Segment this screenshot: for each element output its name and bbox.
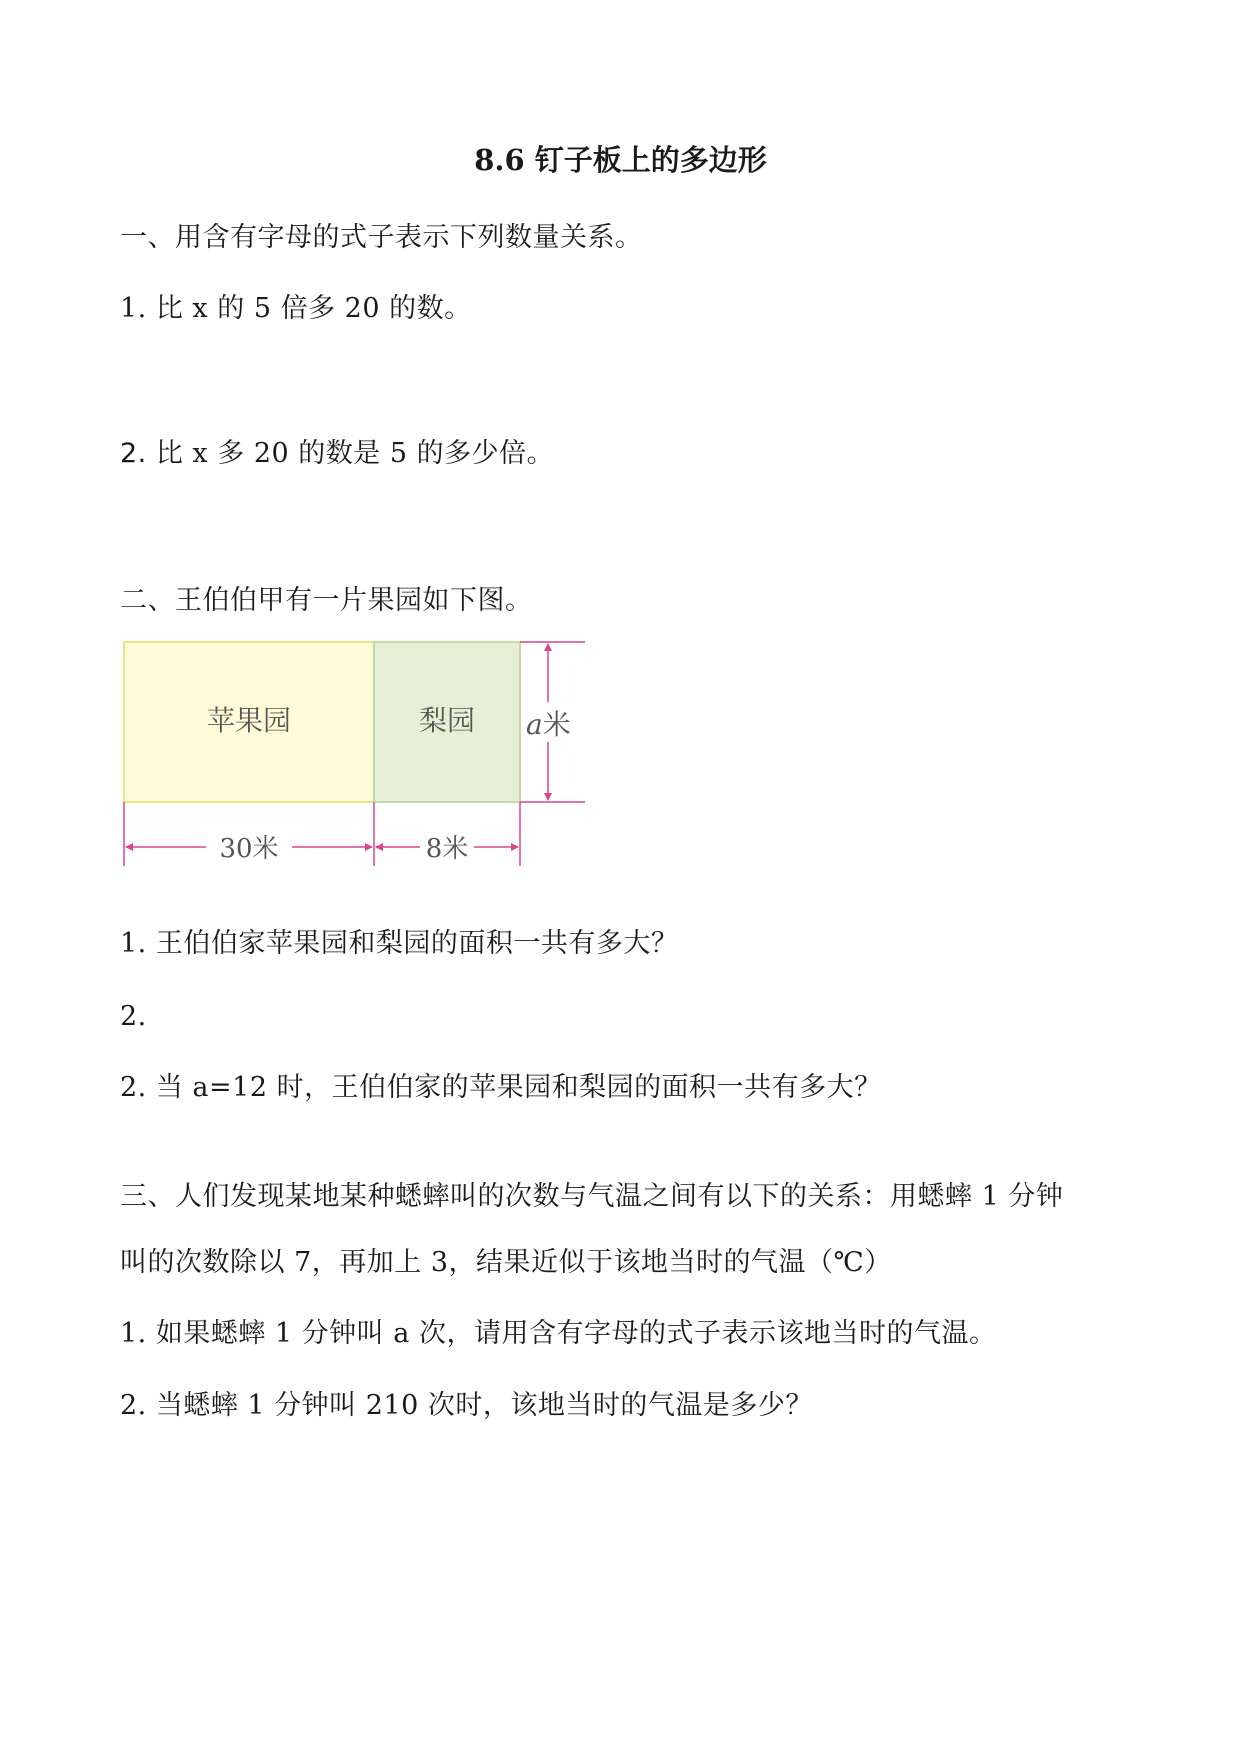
question-text: 比 x 多 20 的数是 5 的多少倍。 [146, 438, 555, 469]
section-3-question-1: 1. 如果蟋蟀 1 分钟叫 a 次，请用含有字母的式子表示该地当时的气温。 [120, 1318, 997, 1349]
section-2-question-2-blank: 2. [120, 1001, 147, 1032]
section-3-heading-line-1: 三、人们发现某地某种蟋蟀叫的次数与气温之间有以下的关系：用蟋蟀 1 分钟 [120, 1181, 1064, 1212]
question-number: 2. [120, 438, 147, 469]
section-1-question-2 [120, 437, 554, 471]
section-2-question-2: 2. 当 a=12 时，王伯伯家的苹果园和梨园的面积一共有多大？ [120, 1072, 882, 1103]
page-title: 8.6 钉子板上的多边形 [474, 143, 767, 177]
apple-orchard-label: 苹果园 [206, 704, 292, 737]
pear-orchard-label: 梨园 [418, 704, 476, 737]
width1-label: 30米 [219, 834, 279, 864]
height-label [526, 708, 571, 741]
height-unit: 米 [542, 708, 571, 741]
section-3-heading-line-2: 叫的次数除以 7，再加上 3，结果近似于该地当时的气温（℃） [120, 1247, 892, 1278]
width2-label: 8米 [425, 834, 469, 864]
orchard-figure [110, 640, 600, 870]
section-1-heading: 一、用含有字母的式子表示下列数量关系。 [120, 222, 643, 253]
section-3-question-2: 2. 当蟋蟀 1 分钟叫 210 次时，该地当时的气温是多少？ [120, 1390, 813, 1421]
section-2-heading: 二、王伯伯甲有一片果园如下图。 [120, 585, 533, 616]
section-2-question-1: 1. 王伯伯家苹果园和梨园的面积一共有多大？ [120, 928, 679, 959]
section-1-question-1: 1. 比 x 的 5 倍多 20 的数。 [120, 293, 472, 324]
height-variable: a [526, 708, 543, 741]
